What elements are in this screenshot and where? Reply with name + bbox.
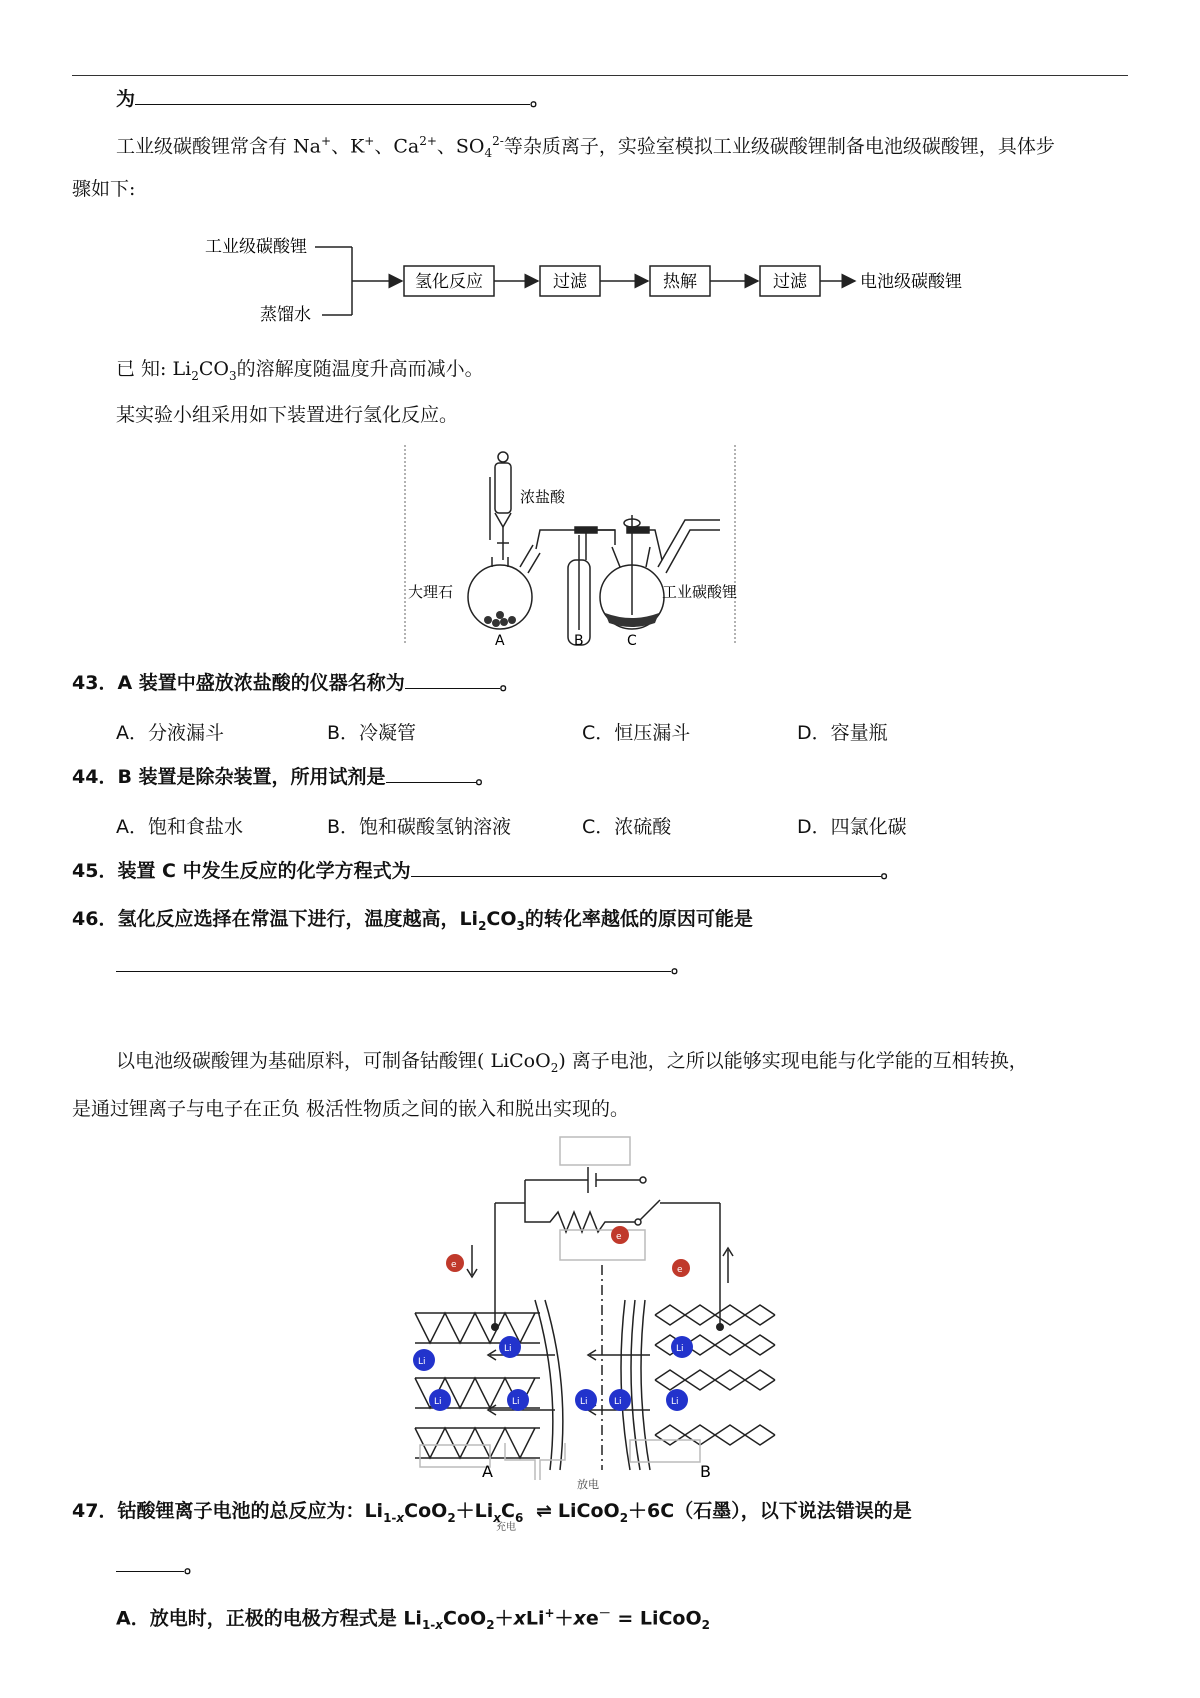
q44-option-a[interactable]: A．饱和食盐水 <box>116 816 243 838</box>
charge-label: 充电 <box>495 1522 516 1533</box>
q45-end: 。 <box>880 860 900 882</box>
electrode-label-a: A <box>482 1462 493 1480</box>
flow-step-4: 过滤 <box>773 272 807 292</box>
question-45 <box>72 860 900 883</box>
electron-label: e <box>616 1232 622 1242</box>
process-flowchart <box>200 230 1000 330</box>
label-industrial-li2co3: 工业碳酸锂 <box>662 583 738 601</box>
q43-option-c[interactable]: C．恒压漏斗 <box>582 722 691 744</box>
q46-answer-line <box>116 955 690 978</box>
intro-text-b: 、K <box>331 135 365 158</box>
blank-wei[interactable] <box>135 103 530 105</box>
q47-blank[interactable] <box>116 1570 184 1572</box>
q45-blank[interactable] <box>411 875 881 877</box>
electrode-label-b: B <box>700 1462 711 1480</box>
q47-sub2: 2 <box>447 1510 456 1525</box>
li-label: Li <box>580 1397 588 1407</box>
q47a-g: = LiCoO <box>610 1607 702 1630</box>
discharge-label: 放电 <box>577 1478 599 1491</box>
q47-option-a[interactable] <box>116 1606 710 1633</box>
question-46 <box>72 908 753 933</box>
q47a-sub2b: 2 <box>701 1618 710 1633</box>
label-b: B <box>574 633 584 649</box>
q45-text: 45．装置 C 中发生反应的化学方程式为 <box>72 860 411 882</box>
equilibrium-arrow <box>495 1500 552 1533</box>
q43-option-b[interactable]: B．冷凝管 <box>327 722 417 744</box>
q46-c: 的转化率越低的原因可能是 <box>524 908 753 930</box>
apparatus-diagram <box>400 445 740 650</box>
q47-end: 。 <box>184 1555 204 1577</box>
q46-a: 46．氢化反应选择在常温下进行，温度越高，Li <box>72 908 479 930</box>
intro-text-a: 工业级碳酸锂常含有 Na <box>116 135 321 158</box>
q46-sub3: 3 <box>516 918 525 933</box>
q47a-sub2: 2 <box>486 1618 495 1633</box>
battery-intro-line-2: 是通过锂离子与电子在正负 极活性物质之间的嵌入和脱出实现的。 <box>72 1098 630 1120</box>
period: 。 <box>530 88 550 110</box>
q44-option-b[interactable]: B．饱和碳酸氢钠溶液 <box>327 816 512 838</box>
q47a-d: Li <box>525 1607 545 1630</box>
li-label: Li <box>671 1397 679 1407</box>
li-label: Li <box>504 1344 512 1354</box>
flow-output: 电池级碳酸锂 <box>860 272 962 292</box>
q47a-x: x <box>435 1618 444 1633</box>
q47a-b: CoO <box>443 1607 487 1630</box>
known-a: 已 知: Li <box>116 358 192 380</box>
electron-label: e <box>451 1260 457 1270</box>
q44-end: 。 <box>475 766 495 788</box>
intro-text-c: 、Ca <box>374 135 420 158</box>
q47-arrow: ⇌ <box>535 1500 552 1522</box>
li-label: Li <box>418 1357 426 1367</box>
q43-option-a[interactable]: A．分液漏斗 <box>116 722 224 744</box>
q43-end: 。 <box>499 672 519 694</box>
q47-b: CoO <box>404 1500 448 1522</box>
q46-b: CO <box>486 908 517 930</box>
battery-intro-b: ) 离子电池，之所以能够实现电能与化学能的互相转换， <box>558 1050 1028 1072</box>
intro-line-2: 骤如下: <box>72 178 136 200</box>
li-label: Li <box>614 1397 622 1407</box>
q47-answer-line <box>116 1555 203 1578</box>
intro-line-1 <box>116 134 1055 161</box>
li-label: Li <box>676 1344 684 1354</box>
q47a-e: ＋ <box>554 1607 574 1630</box>
q47a-c: ＋ <box>494 1607 514 1630</box>
q46-sub2: 2 <box>478 918 487 933</box>
flow-step-3: 热解 <box>663 272 697 292</box>
known-sub3: 3 <box>228 368 237 383</box>
q44-option-c[interactable]: C．浓硫酸 <box>582 816 672 838</box>
battery-diagram <box>410 1135 800 1480</box>
intro-text-d: 、SO <box>436 135 485 158</box>
known-c: 的溶解度随温度升高而减小。 <box>236 358 484 380</box>
q47-e: LiCoO <box>557 1500 620 1522</box>
battery-intro-a: 以电池级碳酸锂为基础原料，可制备钴酸锂( LiCoO <box>116 1050 551 1072</box>
battery-intro-sub: 2 <box>550 1060 559 1075</box>
q46-blank[interactable] <box>116 970 671 972</box>
question-47 <box>72 1500 912 1533</box>
header-rule <box>72 75 1128 76</box>
q47-x2: x <box>493 1510 502 1525</box>
q46-end: 。 <box>671 955 691 977</box>
sup-na: + <box>321 134 332 148</box>
q47-sub6: 6 <box>515 1510 524 1525</box>
q47a-sub1: 1- <box>421 1618 436 1633</box>
q47a-x3: x <box>573 1607 586 1630</box>
flow-step-1: 氢化反应 <box>415 272 483 292</box>
known-line <box>116 358 484 383</box>
known-b: CO <box>198 358 229 380</box>
label-c: C <box>627 633 637 649</box>
sub-so4: 4 <box>484 146 493 161</box>
electron-label: e <box>677 1265 683 1275</box>
flow-input-1: 工业级碳酸锂 <box>205 237 307 257</box>
li-label: Li <box>512 1397 520 1407</box>
q47-sub1: 1- <box>383 1510 397 1525</box>
flow-step-2: 过滤 <box>553 272 587 292</box>
question-43 <box>72 672 519 695</box>
q43-text: 43．A 装置中盛放浓盐酸的仪器名称为 <box>72 672 405 694</box>
li-label: Li <box>434 1397 442 1407</box>
sup-ca: 2+ <box>419 134 437 148</box>
q44-blank[interactable] <box>386 781 476 783</box>
q44-text: 44．B 装置是除杂装置，所用试剂是 <box>72 766 386 788</box>
sup-so4: 2- <box>492 134 504 148</box>
q47-x: x <box>396 1510 405 1525</box>
q47-a: 47．钴酸锂离子电池的总反应为：Li <box>72 1500 384 1522</box>
q47a-a: A．放电时，正极的电极方程式是 Li <box>116 1607 422 1630</box>
battery-intro-line-1 <box>116 1050 1028 1075</box>
q47a-x2: x <box>513 1607 526 1630</box>
flow-input-2: 蒸馏水 <box>260 305 311 325</box>
intro-text-e: 等杂质离子，实验室模拟工业级碳酸锂制备电池级碳酸锂，具体步 <box>503 135 1055 158</box>
label-concentrated-hcl: 浓盐酸 <box>520 488 566 506</box>
q47-f: ＋6C（石墨），以下说法错误的是 <box>628 1500 912 1522</box>
q47a-sup-plus: + <box>544 1606 555 1620</box>
q47-sub2b: 2 <box>619 1510 629 1525</box>
question-44 <box>72 766 495 789</box>
q47-c: ＋Li <box>455 1500 494 1522</box>
answer-line-wei <box>116 88 549 111</box>
q47a-f: e <box>585 1607 599 1630</box>
q47-d: C <box>501 1500 515 1522</box>
setup-line: 某实验小组采用如下装置进行氢化反应。 <box>116 404 459 426</box>
label-marble: 大理石 <box>408 583 454 601</box>
q44-option-d[interactable]: D．四氯化碳 <box>797 816 907 838</box>
wei-text: 为 <box>116 88 136 110</box>
q43-blank[interactable] <box>405 687 500 689</box>
q47a-sup-minus: － <box>598 1606 611 1620</box>
sup-k: + <box>364 134 375 148</box>
label-a: A <box>495 633 505 649</box>
known-sub2: 2 <box>191 368 199 383</box>
q43-option-d[interactable]: D．容量瓶 <box>797 722 888 744</box>
